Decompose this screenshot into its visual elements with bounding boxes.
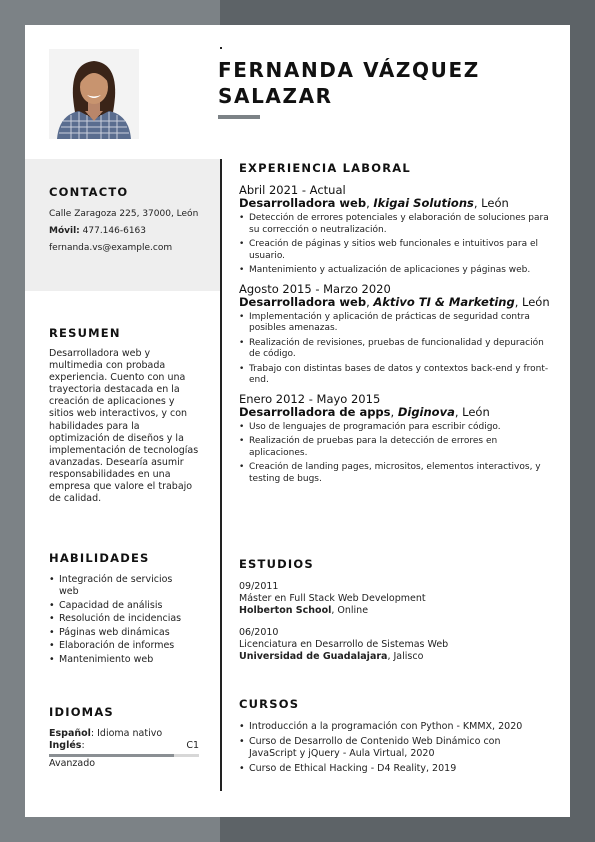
job-bullet: • Realización de revisiones, pruebas de funcionalidad y depuración de código.	[239, 338, 555, 361]
language-bar-wrap	[49, 752, 199, 758]
contact-address: Calle Zaragoza 225, 37000, León	[49, 209, 199, 219]
language-code: C1	[186, 740, 199, 751]
job-bullet: • Realización de pruebas para la detección de errores en aplicaciones.	[239, 436, 555, 459]
education-school: Universidad de Guadalajara	[239, 651, 388, 662]
language-spanish	[49, 728, 199, 740]
education-school-line	[239, 605, 555, 617]
summary-title: RESUMEN	[49, 326, 121, 340]
language-bar-fill	[49, 754, 174, 757]
column-divider	[220, 159, 222, 791]
experience-list	[239, 184, 555, 491]
skill-item: • Elaboración de informes	[49, 640, 189, 652]
courses-title: CURSOS	[239, 697, 300, 711]
job-title: Desarrolladora web, Ikigai Solutions, León	[239, 196, 509, 210]
education-date: 06/2010	[239, 627, 279, 638]
contact-email: fernanda.vs@example.com	[49, 243, 173, 253]
language-level: : Idioma nativo	[90, 728, 163, 739]
job-company: Diginova	[397, 404, 455, 419]
summary-text: Desarrolladora web y multimedia con probada experiencia. Cuento con una trayectoria destacada en la creación de aplicaciones y sitios web interactivos, y con habilidades para la optimización de diseños y la implementación de tecnologías avanzadas. Desearía asumir responsabilidades en una empresa que valore el trabajo de calidad.	[49, 348, 199, 505]
languages-list	[49, 728, 199, 770]
name-underline	[218, 115, 260, 119]
dot-mark	[220, 47, 222, 49]
job-company: Aktivo TI & Marketing	[373, 294, 515, 309]
contact-title: CONTACTO	[49, 185, 129, 199]
language-name: Español	[49, 728, 91, 739]
job-date: Agosto 2015 - Marzo 2020	[239, 281, 391, 296]
skills-title: HABILIDADES	[49, 551, 150, 565]
name-line-2: SALAZAR	[218, 84, 333, 108]
contact-details	[49, 208, 199, 254]
candidate-name	[218, 57, 558, 109]
resume-page	[25, 25, 570, 817]
job-bullet: • Creación de landing pages, micrositos, elementos interactivos, y testing de bugs.	[239, 462, 555, 485]
skill-item: • Resolución de incidencias	[49, 613, 189, 625]
education-date: 09/2011	[239, 581, 279, 592]
job-bullet: • Trabajo con distintas bases de datos y contextos back-end y front-end.	[239, 364, 555, 387]
education-entry	[239, 581, 555, 617]
skill-item: • Páginas web dinámicas	[49, 627, 189, 639]
job-role: Desarrolladora web	[239, 196, 367, 210]
education-title: ESTUDIOS	[239, 557, 314, 571]
experience-title: EXPERIENCIA LABORAL	[239, 161, 411, 175]
course-item: • Curso de Desarrollo de Contenido Web Dinámico con JavaScript y jQuery - Aula Virtual, 2020	[239, 736, 549, 760]
skill-item: • Capacidad de análisis	[49, 600, 189, 612]
job-bullets	[239, 213, 555, 277]
mobile-value: 477.146-6163	[79, 226, 147, 236]
job-city: , León	[514, 294, 550, 309]
job-title: Desarrolladora de apps, Diginova, León	[239, 404, 490, 419]
job-bullet: • Detección de errores potenciales y elaboración de soluciones para su corrección o neutralización.	[239, 213, 555, 236]
skill-item: • Mantenimiento web	[49, 654, 189, 666]
education-city: , Jalisco	[387, 651, 424, 662]
profile-photo	[49, 49, 139, 139]
language-name: Inglés	[49, 740, 82, 751]
language-english	[49, 740, 199, 752]
languages-title: IDIOMAS	[49, 705, 114, 719]
job-role: Desarrolladora web	[239, 294, 367, 309]
name-line-1: FERNANDA VÁZQUEZ	[218, 58, 480, 82]
job-date: Abril 2021 - Actual	[239, 183, 346, 197]
contact-mobile	[49, 225, 199, 237]
job-bullet: • Implementación y aplicación de prácticas de seguridad contra posibles amenazas.	[239, 312, 555, 335]
job-entry	[239, 283, 555, 387]
course-item: • Introducción a la programación con Python - KMMX, 2020	[239, 721, 549, 733]
job-entry	[239, 393, 555, 486]
education-school: Holberton School	[239, 605, 332, 616]
job-bullet: • Creación de páginas y sitios web funcionales e intuitivos para el usuario.	[239, 239, 555, 262]
education-list	[239, 581, 555, 663]
job-city: , León	[473, 196, 509, 210]
education-entry	[239, 627, 555, 663]
education-school-line	[239, 651, 555, 663]
education-city: , Online	[331, 605, 369, 616]
job-bullets	[239, 312, 555, 387]
job-city: , León	[454, 404, 490, 419]
language-sep: :	[81, 740, 85, 751]
job-bullet: • Uso de lenguajes de programación para escribir código.	[239, 422, 555, 434]
job-bullet: • Mantenimiento y actualización de aplicaciones y páginas web.	[239, 265, 555, 277]
skills-list	[49, 574, 189, 667]
language-bar	[49, 754, 199, 757]
skill-item: • Integración de servicios web	[49, 574, 189, 598]
education-degree: Máster en Full Stack Web Development	[239, 593, 426, 604]
job-bullets	[239, 422, 555, 486]
job-entry	[239, 184, 555, 277]
courses-list	[239, 721, 549, 778]
education-degree: Licenciatura en Desarrollo de Sistemas Web	[239, 639, 449, 650]
job-company: Ikigai Solutions	[373, 196, 474, 210]
language-level-text: Avanzado	[49, 758, 96, 769]
job-date: Enero 2012 - Mayo 2015	[239, 391, 381, 406]
job-role: Desarrolladora de apps	[239, 404, 391, 419]
mobile-label: Móvil:	[49, 226, 80, 236]
course-item: • Curso de Ethical Hacking - D4 Reality, 2019	[239, 763, 549, 775]
job-title: Desarrolladora web, Aktivo TI & Marketing, León	[239, 294, 550, 309]
